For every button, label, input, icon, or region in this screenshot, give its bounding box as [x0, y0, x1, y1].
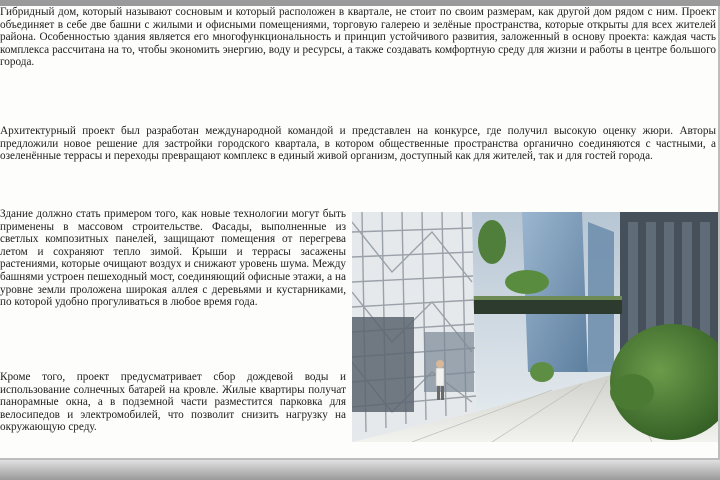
article-paragraph-3: Здание должно стать примером того, как новые технологии могут быть применены в массовом строительстве. Фасады, выполненные из светлых композитных панелей, защищают помещения от перегрева летом и сохраняют тепло зимой. Крыши и террасы засажены растениями, которые очищают воздух и снижают уровень шума. Между башнями устроен пешеходный мост, соединяющий офисные этажи, а на уровне земли проложена широкая аллея с деревьями и кустарниками, по которой удобно прогуливаться в любое время года.	[0, 208, 346, 309]
architecture-rendering-image	[352, 212, 718, 442]
bottom-shadow-strip	[0, 460, 720, 480]
lobby-window	[424, 332, 474, 392]
article-paragraph-1: Гибридный дом, который называют сосновым и который расположен в квартале, не стоит по своим размерам, как другой дом рядом с ним. Проект объединяет в себе две башни с жилыми и офисными помещениями, торговую галерею и зелёные пространства, которые открыты для всех жителей района. Особенностью здания является его многофункциональность и принцип устойчивого развития, заложенный в основу проекта: каждая часть комплекса рассчитана на то, чтобы экономить энергию, воду и ресурсы, а также создавать комфортную среду для жизни и работы в центре большого города.	[0, 6, 716, 69]
article-paragraph-2: Архитектурный проект был разработан международной командой и представлен на конкурсе, где получил высокую оценку жюри. Авторы предложили новое решение для застройки городского квартала, в котором общественные пространства органично соединяются с частными, а озеленённые террасы и переходы превращают комплекс в единый живой организм, доступный как для жителей, так и для гостей города.	[0, 125, 716, 163]
glass-entrance	[352, 317, 414, 412]
terrace-tree	[478, 220, 506, 264]
rendering-svg	[352, 212, 718, 442]
document-page	[0, 6, 720, 460]
small-shrub	[610, 374, 654, 410]
pedestrian-figure	[436, 360, 444, 400]
terrace-greenery	[505, 270, 549, 294]
article-paragraph-4: Кроме того, проект предусматривает сбор дождевой воды и использование солнечных батарей на кровле. Жилые квартиры получат панорамные окна, а в подземной части разместится парковка для велосипедов и электромобилей, что позволит снизить нагрузку на окружающую среду.	[0, 371, 346, 434]
bridge-planting	[472, 296, 622, 300]
alley-tree	[530, 362, 554, 382]
pedestrian-bridge	[472, 300, 622, 314]
